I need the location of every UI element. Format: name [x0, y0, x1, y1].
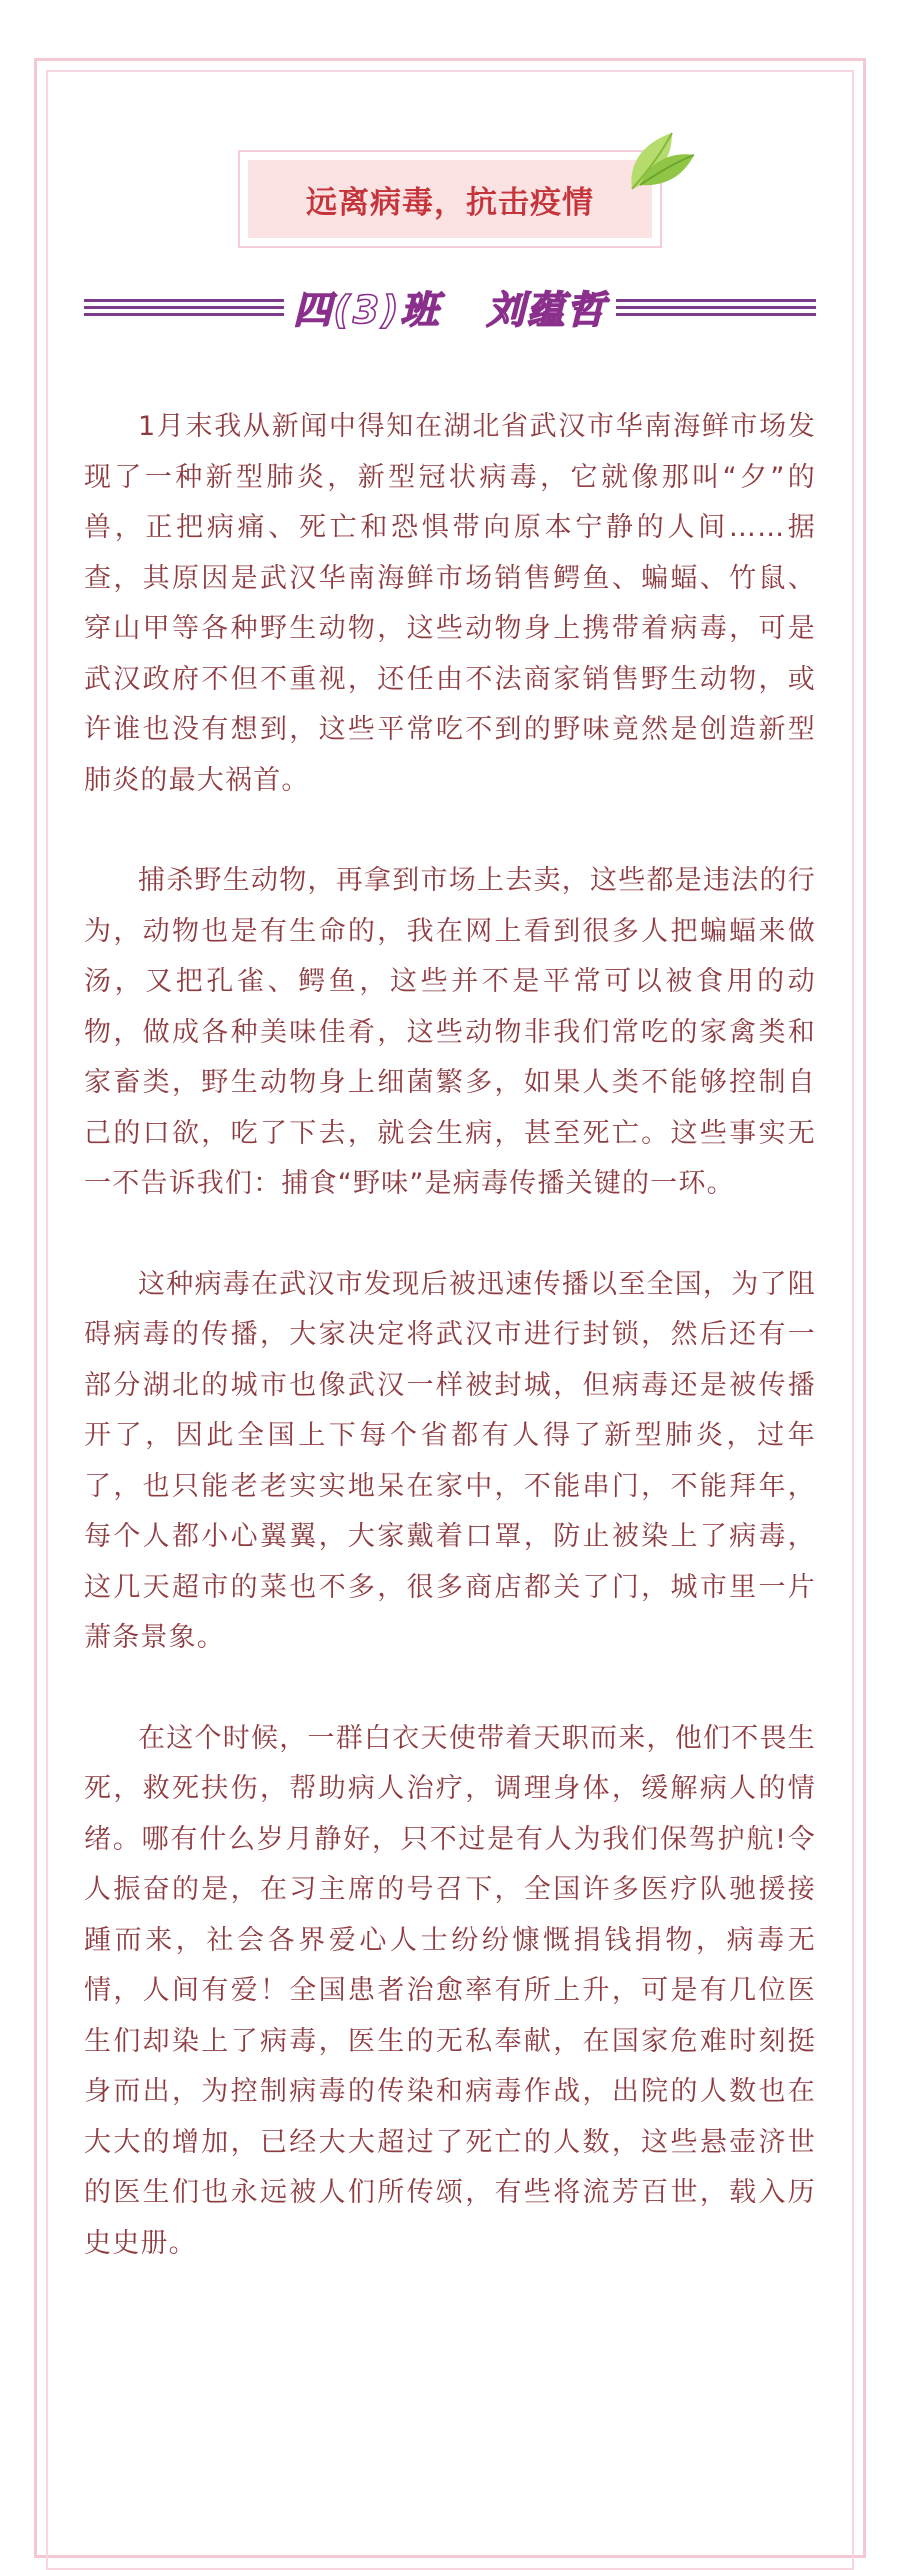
page-title: 远离病毒，抗击疫情 — [306, 184, 594, 221]
article-paragraph: 在这个时候，一群白衣天使带着天职而来，他们不畏生死，救死扶伤，帮助病人治疗，调理身体，缓解病人的情绪。哪有什么岁月静好，只不过是有人为我们保驾护航!令人振奋的是，在习主席的号召下，全国许多医疗队驰援接踵而来，社会各界爱心人士纷纷慷慨捐钱捐物，病毒无情，人间有爱！全国患者治愈率有所上升，可是有几位医生们却染上了病毒，医生的无私奉献，在国家危难时刻挺身而出，为控制病毒的传染和病毒作战，出院的人数也在大大的增加，已经大大超过了死亡的人数，这些悬壶济世的医生们也永远被人们所传颂，有些将流芳百世，载入历史史册。 — [84, 1722, 816, 2259]
article-paragraph: 这种病毒在武汉市发现后被迅速传播以至全国，为了阻碍病毒的传播，大家决定将武汉市进行封锁，然后还有一部分湖北的城市也像武汉一样被封城，但病毒还是被传播开了，因此全国上下每个省都有人得了新型肺炎，过年了，也只能老老实实地呆在家中，不能串门，不能拜年，每个人都小心翼翼，大家戴着口罩，防止被染上了病毒，这几天超市的菜也不多，很多商店都关了门，城市里一片萧条景象。 — [84, 1268, 816, 1653]
leaf-icon — [618, 125, 698, 195]
article-paragraph: 1月末我从新闻中得知在湖北省武汉市华南海鲜市场发现了一种新型肺炎，新型冠状病毒，它就像那叫“夕”的兽，正把病痛、死亡和恐惧带向原本宁静的人间……据查，其原因是武汉华南海鲜市场销售鳄鱼、蝙蝠、竹鼠、穿山甲等各种野生动物，这些动物身上携带着病毒，可是武汉政府不但不重视，还任由不法商家销售野生动物，或许谁也没有想到，这些平常吃不到的野味竟然是创造新型肺炎的最大祸首。 — [84, 411, 816, 796]
title-banner — [238, 150, 662, 248]
article-paragraph: 捕杀野生动物，再拿到市场上去卖，这些都是违法的行为，动物也是有生命的，我在网上看到很多人把蝙蝠来做汤，又把孔雀、鳄鱼，这些并不是平常可以被食用的动物，做成各种美味佳肴，这些动物非我们常吃的家禽类和家畜类，野生动物身上细菌繁多，如果人类不能够控制自己的口欲，吃了下去，就会生病，甚至死亡。这些事实无一不告诉我们：捕食“野味”是病毒传播关键的一环。 — [84, 865, 816, 1199]
author-name: 刘蕴哲 — [486, 288, 607, 332]
byline-divider-right — [616, 299, 816, 319]
author-class: 四(3)班 — [293, 288, 441, 332]
title-banner-fill — [248, 160, 652, 238]
byline-divider-left — [84, 299, 284, 319]
article-body — [84, 402, 816, 2319]
author-byline — [284, 285, 616, 335]
byline-row — [84, 285, 816, 335]
